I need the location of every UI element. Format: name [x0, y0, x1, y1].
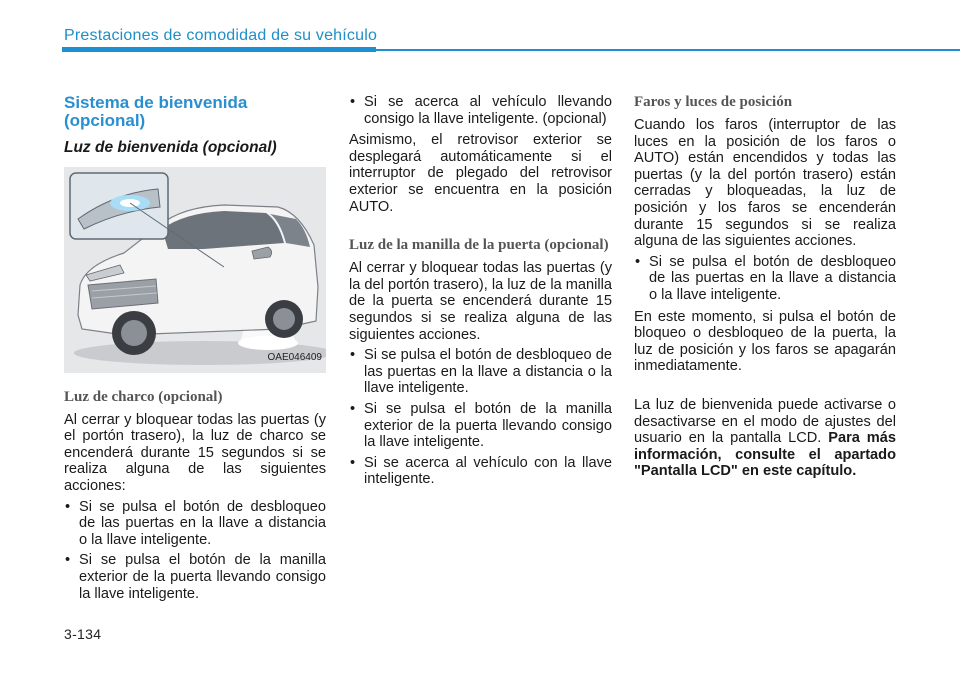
list-item: • Si se pulsa el botón de desbloqueo de las puertas en la llave a distancia o la llave inteligente.	[634, 254, 896, 304]
column-left	[64, 90, 326, 602]
list-item: • Si se pulsa el botón de desbloqueo de las puertas en la llave a distancia o la llave inteligente.	[349, 347, 612, 397]
lights-heading: Faros y luces de posición	[634, 94, 793, 110]
note-paragraph	[634, 397, 896, 480]
list-item: • Si se acerca al vehículo llevando consigo la llave inteligente. (opcional)	[349, 94, 612, 127]
lights-off-paragraph: En este momento, si pulsa el botón de bloqueo o desbloqueo de la puerta, la luz de posición y los faros se apagarán inmediatamente.	[634, 308, 896, 375]
car-puddle-light-drawing	[64, 167, 326, 373]
note-bold-text: Para más información, consulte el apartado "Pantalla LCD" en este capítulo.	[634, 430, 896, 480]
list-item: • Si se pulsa el botón de desbloqueo de las puertas en la llave a distancia o la llave inteligente.	[64, 499, 326, 549]
list-item: • Si se pulsa el botón de la manilla exterior de la puerta llevando consigo la llave inteligente.	[64, 552, 326, 602]
lights-paragraph: Cuando los faros (interruptor de las luces en la posición de los faros o AUTO) están encendidos y todas las puertas (y la del portón trasero) están cerradas y bloqueadas, la luz de posición y los faros se encenderán durante 15 segundos si se realiza alguna de las siguientes acciones.	[634, 117, 896, 250]
door-handle-heading: Luz de la manilla de la puerta (opcional)	[349, 237, 609, 254]
list-item: • Si se acerca al vehículo con la llave inteligente.	[349, 455, 612, 488]
door-handle-paragraph: Al cerrar y bloquear todas las puertas (y la del portón trasero), la luz de la manilla de la puerta se encenderá durante 15 segundos si se realiza alguna de las siguientes acciones.	[349, 260, 612, 343]
header-accent-bar	[62, 47, 376, 52]
figure-code: OAE046409	[267, 352, 322, 363]
puddle-light-paragraph: Al cerrar y bloquear todas las puertas (y el portón trasero), la luz de charco se encenderá durante 15 segundos si se realiza alguna de las siguientes acciones:	[64, 411, 326, 494]
section-header-title: Prestaciones de comodidad de su vehículo	[64, 27, 378, 44]
section-heading: Sistema de bienvenida (opcional)	[64, 93, 248, 130]
note-text: La luz de bienvenida puede activarse o desactivarse en el modo de ajustes del usuario en la pantalla LCD.	[634, 396, 896, 447]
column-right	[634, 90, 896, 480]
puddle-light-heading: Luz de charco (opcional)	[64, 388, 223, 405]
subsection-heading: Luz de bienvenida (opcional)	[64, 139, 277, 156]
header-rule	[376, 49, 960, 51]
page-number: 3-134	[64, 626, 102, 642]
list-item: • Si se pulsa el botón de la manilla exterior de la puerta llevando consigo la llave inteligente.	[349, 401, 612, 451]
column-middle	[349, 90, 612, 488]
mirror-paragraph: Asimismo, el retrovisor exterior se desplegará automáticamente si el interruptor de plegado del retrovisor exterior se encuentra en la posición AUTO.	[349, 132, 612, 215]
welcome-light-illustration	[64, 167, 326, 373]
